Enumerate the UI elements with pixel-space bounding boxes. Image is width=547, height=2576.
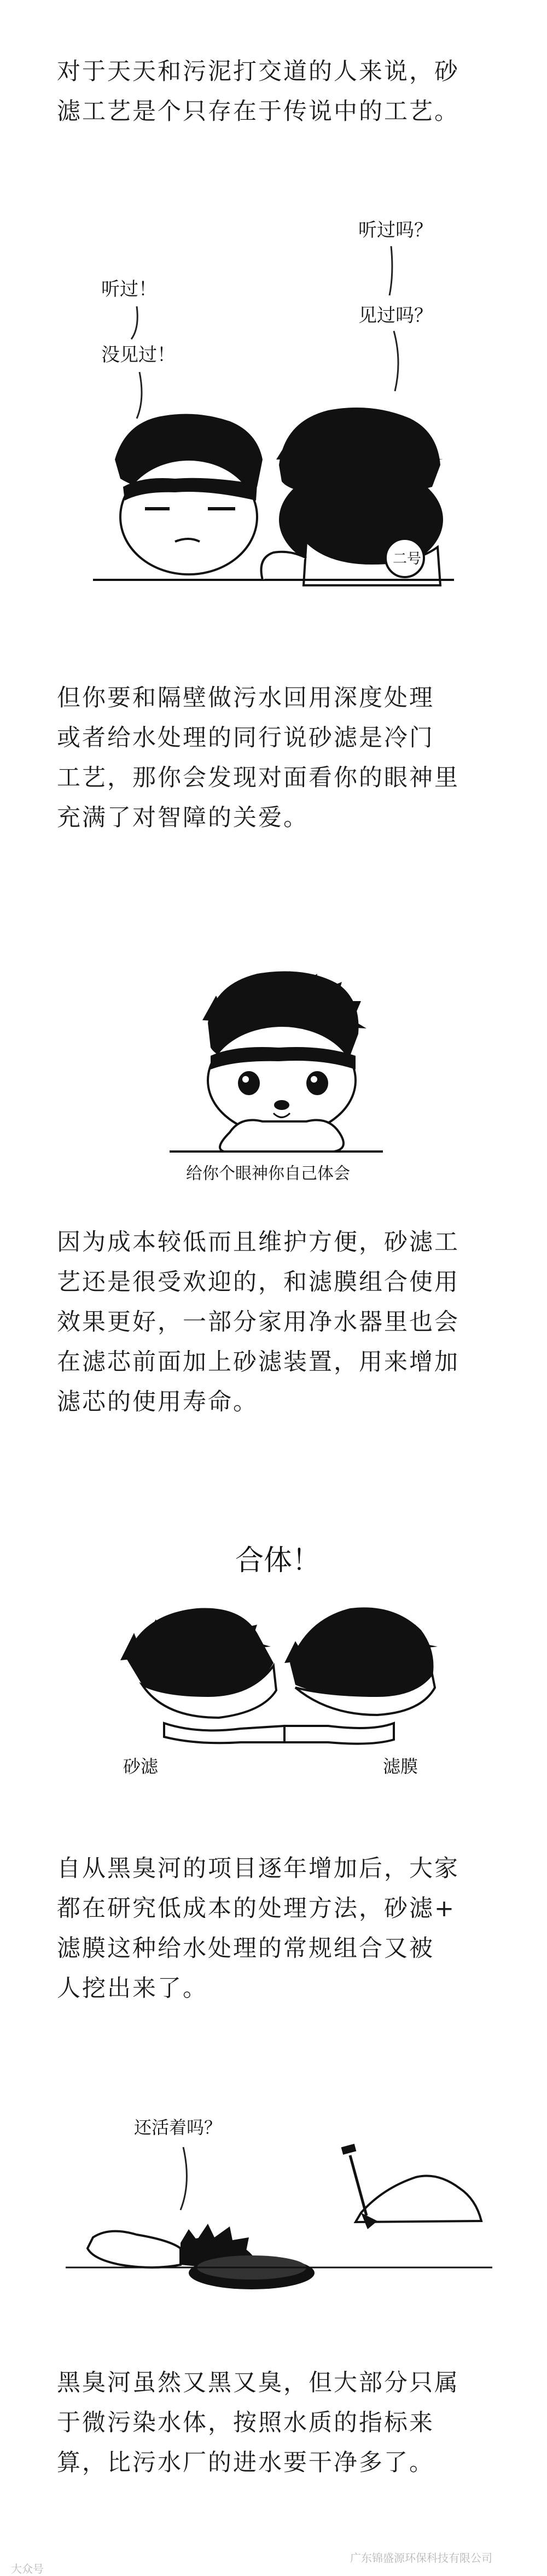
paragraph-intro: 对于天天和污泥打交道的人来说，砂 滤工艺是个只存在于传说中的工艺。 — [57, 58, 459, 125]
comic-combine-art — [0, 1532, 547, 1794]
label-sand-filter: 砂滤 — [123, 1756, 159, 1777]
paragraph-sand-filter: 因为成本较低而且维护方便，砂滤工 艺还是很受欢迎的，和滤膜组合使用 效果更好，一部分家用净水器里也会 在滤芯前面加上砂滤装置，用来增加 滤芯的使用寿命。 — [57, 1229, 459, 1416]
left-bubble-heard: 听过！ — [101, 278, 157, 300]
label-membrane: 滤膜 — [383, 1756, 418, 1777]
comic-digging-art — [0, 2079, 547, 2314]
folded-arms — [220, 1120, 344, 1152]
paragraph-black-river: 自从黑臭河的项目逐年增加后，大家 都在研究低成本的处理方法，砂滤+ 滤膜这种给水处理的常规组合又被 人挖出来了。 — [57, 1855, 459, 2002]
paragraph-reaction: 但你要和隔壁做污水回用深度处理 或者给水处理的同行说砂滤是冷门 工艺，那你会发现对面看你的眼神里 充满了对智障的关爱。 — [57, 684, 459, 831]
watermark-right: 广东锦盛源环保科技有限公司 — [350, 2551, 492, 2565]
right-bubble-heard-question: 听过吗？ — [358, 219, 433, 241]
right-bubble-tail-1 — [389, 246, 392, 295]
sand-filter-character — [120, 1608, 284, 1743]
comic-digging — [0, 2079, 547, 2314]
left-bubble-not-seen: 没见过！ — [101, 344, 176, 366]
puppy-eyes-character — [202, 971, 366, 1135]
left-character — [115, 414, 263, 574]
right-bubble-seen-question: 见过吗？ — [358, 305, 433, 327]
comic-caption-look: 给你个眼神你自己体会 — [186, 1164, 350, 1183]
left-bubble-tail-2 — [137, 372, 142, 418]
left-bubble-tail-1 — [131, 306, 137, 339]
membrane-character — [284, 1607, 438, 1743]
bubble-tail-alive — [181, 2147, 187, 2210]
bubble-still-alive: 还活着吗？ — [134, 2117, 222, 2138]
paragraph-micro-polluted: 黑臭河虽然又黑又臭，但大部分只属 于微污染水体，按照水质的指标来 算，比污水厂的进水要干净多了。 — [57, 2369, 459, 2476]
comic-combine — [0, 1532, 547, 1794]
comic-two-chatting-art — [0, 202, 547, 596]
comic-puppy-eyes-art — [0, 930, 547, 1193]
comic-two-chatting — [0, 202, 547, 596]
comic-puppy-eyes — [0, 930, 547, 1193]
comic-shout-combine: 合体！ — [235, 1544, 321, 1577]
right-bubble-tail-2 — [394, 331, 398, 391]
watermark-left: 大众号 — [11, 2562, 44, 2575]
badge-number-two: 二号 — [393, 551, 422, 567]
left-arm — [261, 552, 307, 580]
dirt-pile — [341, 2144, 481, 2229]
